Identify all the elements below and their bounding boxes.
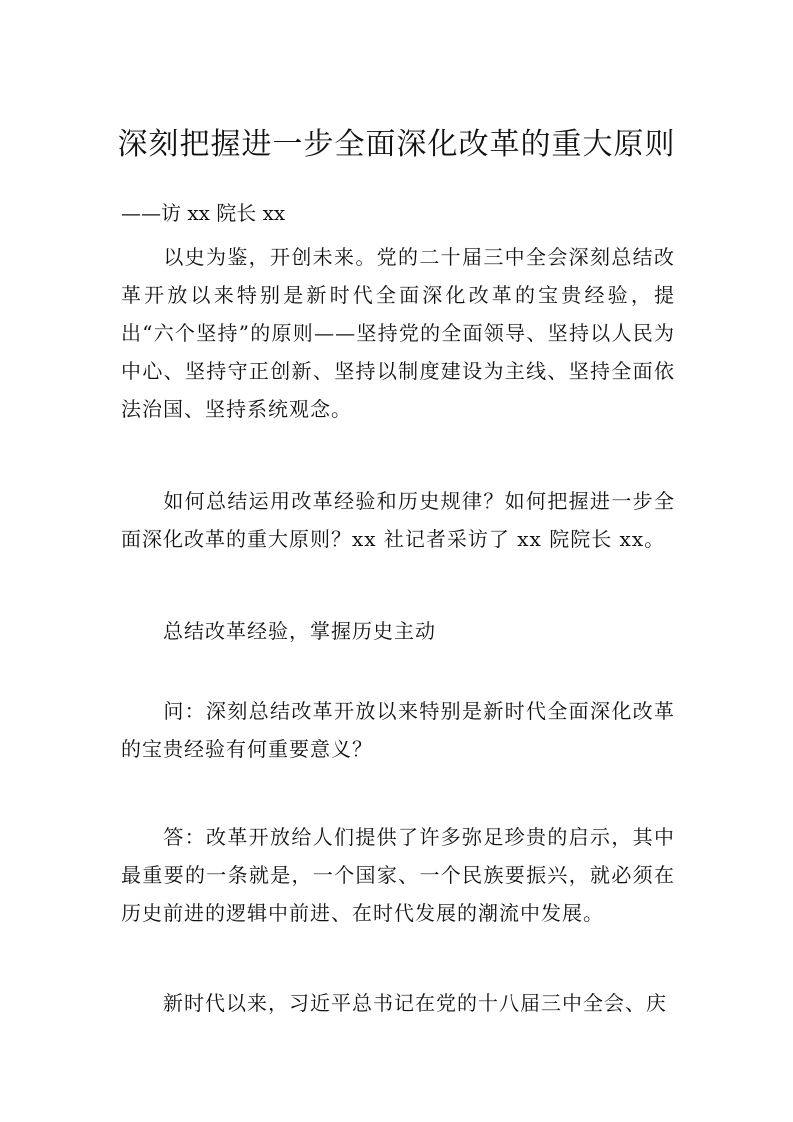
paragraph-text: 新时代以来，习近平总书记在党的十八届三中全会、庆 — [163, 991, 667, 1015]
paragraph-continued — [121, 984, 675, 1022]
section-heading-text: 总结改革经验，掌握历史主动 — [163, 619, 436, 643]
paragraph-text: 问：深刻总结改革开放以来特别是新时代全面深化改革的宝贵经验有何重要意义？ — [121, 699, 675, 761]
paragraph-intro — [121, 238, 675, 428]
interview-byline: ——访 xx 院长 xx — [121, 201, 286, 225]
paragraph-text: 答：改革开放给人们提供了许多弥足珍贵的启示，其中最重要的一条就是，一个国家、一个民族要振兴，就必须在历史前进的逻辑中前进、在时代发展的潮流中发展。 — [121, 825, 675, 925]
section-heading — [121, 612, 675, 650]
paragraph-question — [121, 692, 675, 768]
document-title: 深刻把握进一步全面深化改革的重大原则 — [117, 127, 676, 162]
paragraph-text: 如何总结运用改革经验和历史规律？如何把握进一步全面深化改革的重大原则？xx 社记者采访了 xx 院院长 xx。 — [121, 489, 675, 551]
paragraph-answer — [121, 818, 675, 932]
paragraph-questions — [121, 482, 675, 558]
paragraph-text: 以史为鉴，开创未来。党的二十届三中全会深刻总结改革开放以来特别是新时代全面深化改革的宝贵经验，提出“六个坚持”的原则——坚持党的全面领导、坚持以人民为中心、坚持守正创新、坚持以制度建设为主线、坚持全面依法治国、坚持系统观念。 — [121, 245, 675, 421]
